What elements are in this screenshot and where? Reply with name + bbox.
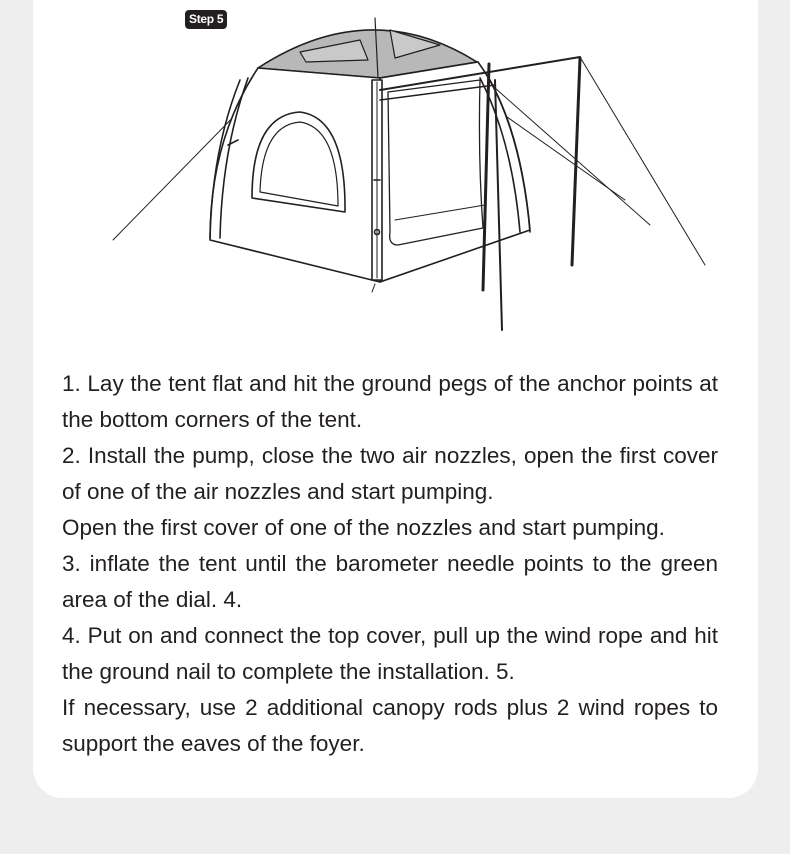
instruction-paragraph: Open the first cover of one of the nozzles and start pumping.	[62, 515, 665, 540]
tent-illustration	[0, 0, 790, 340]
instruction-paragraph: 1. Lay the tent flat and hit the ground pegs of the anchor points at the bottom corners of the tent.	[62, 371, 718, 432]
instruction-paragraph: 4. Put on and connect the top cover, pull up the wind rope and hit the ground nail to complete the installation. 5.	[62, 623, 718, 684]
instructions-text	[62, 366, 718, 762]
instruction-paragraph: 3. inflate the tent until the barometer needle points to the green area of the dial. 4.	[62, 551, 718, 612]
instruction-paragraph: If necessary, use 2 additional canopy rods plus 2 wind ropes to support the eaves of the foyer.	[62, 695, 718, 756]
tent-front-wall	[380, 62, 530, 282]
step-badge: Step 5	[185, 10, 227, 29]
instruction-paragraph: 2. Install the pump, close the two air nozzles, open the first cover of one of the air nozzles and start pumping.	[62, 443, 718, 504]
